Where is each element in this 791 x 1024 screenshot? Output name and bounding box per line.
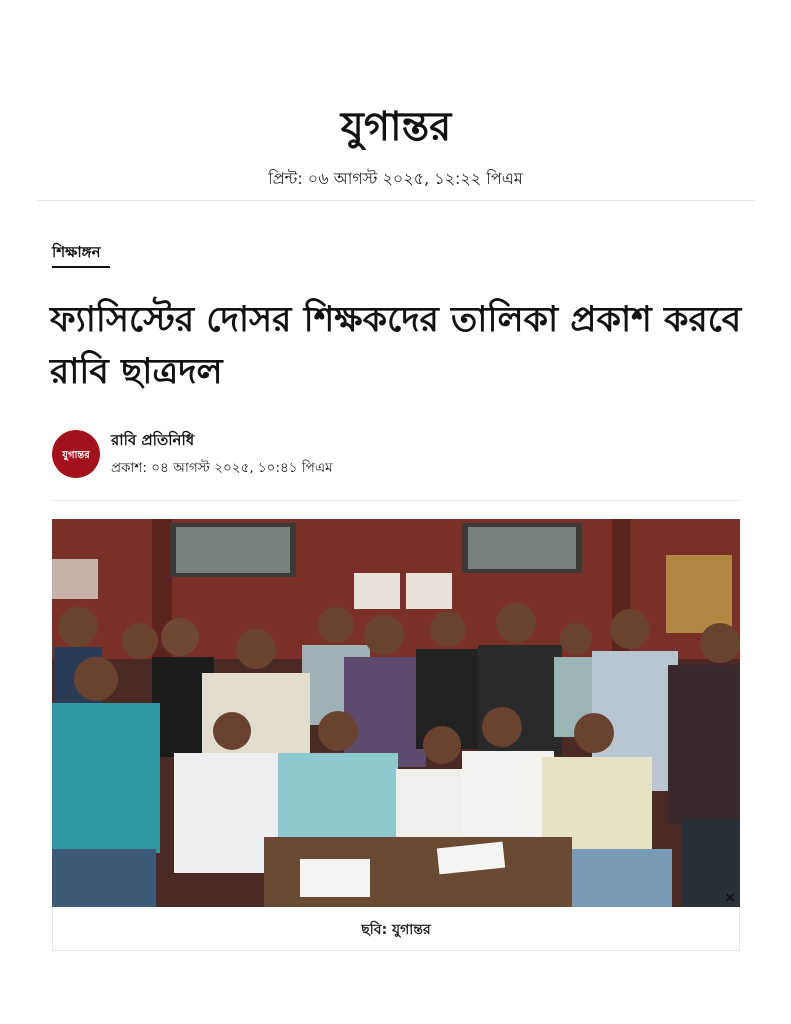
header-divider <box>38 200 754 201</box>
print-date: প্রিন্ট: ০৬ আগস্ট ২০২৫, ১২:২২ পিএম <box>268 169 523 188</box>
publish-date: প্রকাশ: ০৪ আগস্ট ২০২৫, ১০:৪১ পিএম <box>111 460 333 476</box>
logo-text: যুগান্তর <box>340 103 451 150</box>
article-photo[interactable] <box>52 519 740 907</box>
masthead <box>0 100 791 150</box>
category-underline <box>52 266 110 268</box>
article-headline: ফ্যাসিস্টের দোসর শিক্ষকদের তালিকা প্রকাশ করবে রাবি ছাত্রদল <box>50 300 742 392</box>
avatar-logo-text: যুগান্তর <box>62 450 90 461</box>
author-name[interactable]: রাবি প্রতিনিধি <box>111 431 195 449</box>
category-link[interactable]: শিক্ষাঙ্গন <box>52 243 101 261</box>
meta-divider <box>52 500 740 501</box>
author-avatar <box>52 430 100 478</box>
site-logo[interactable] <box>296 100 496 150</box>
photo-illustration <box>52 519 740 907</box>
close-icon[interactable]: × <box>724 890 736 906</box>
photo-caption: ছবি: যুগান্তর <box>361 922 431 938</box>
